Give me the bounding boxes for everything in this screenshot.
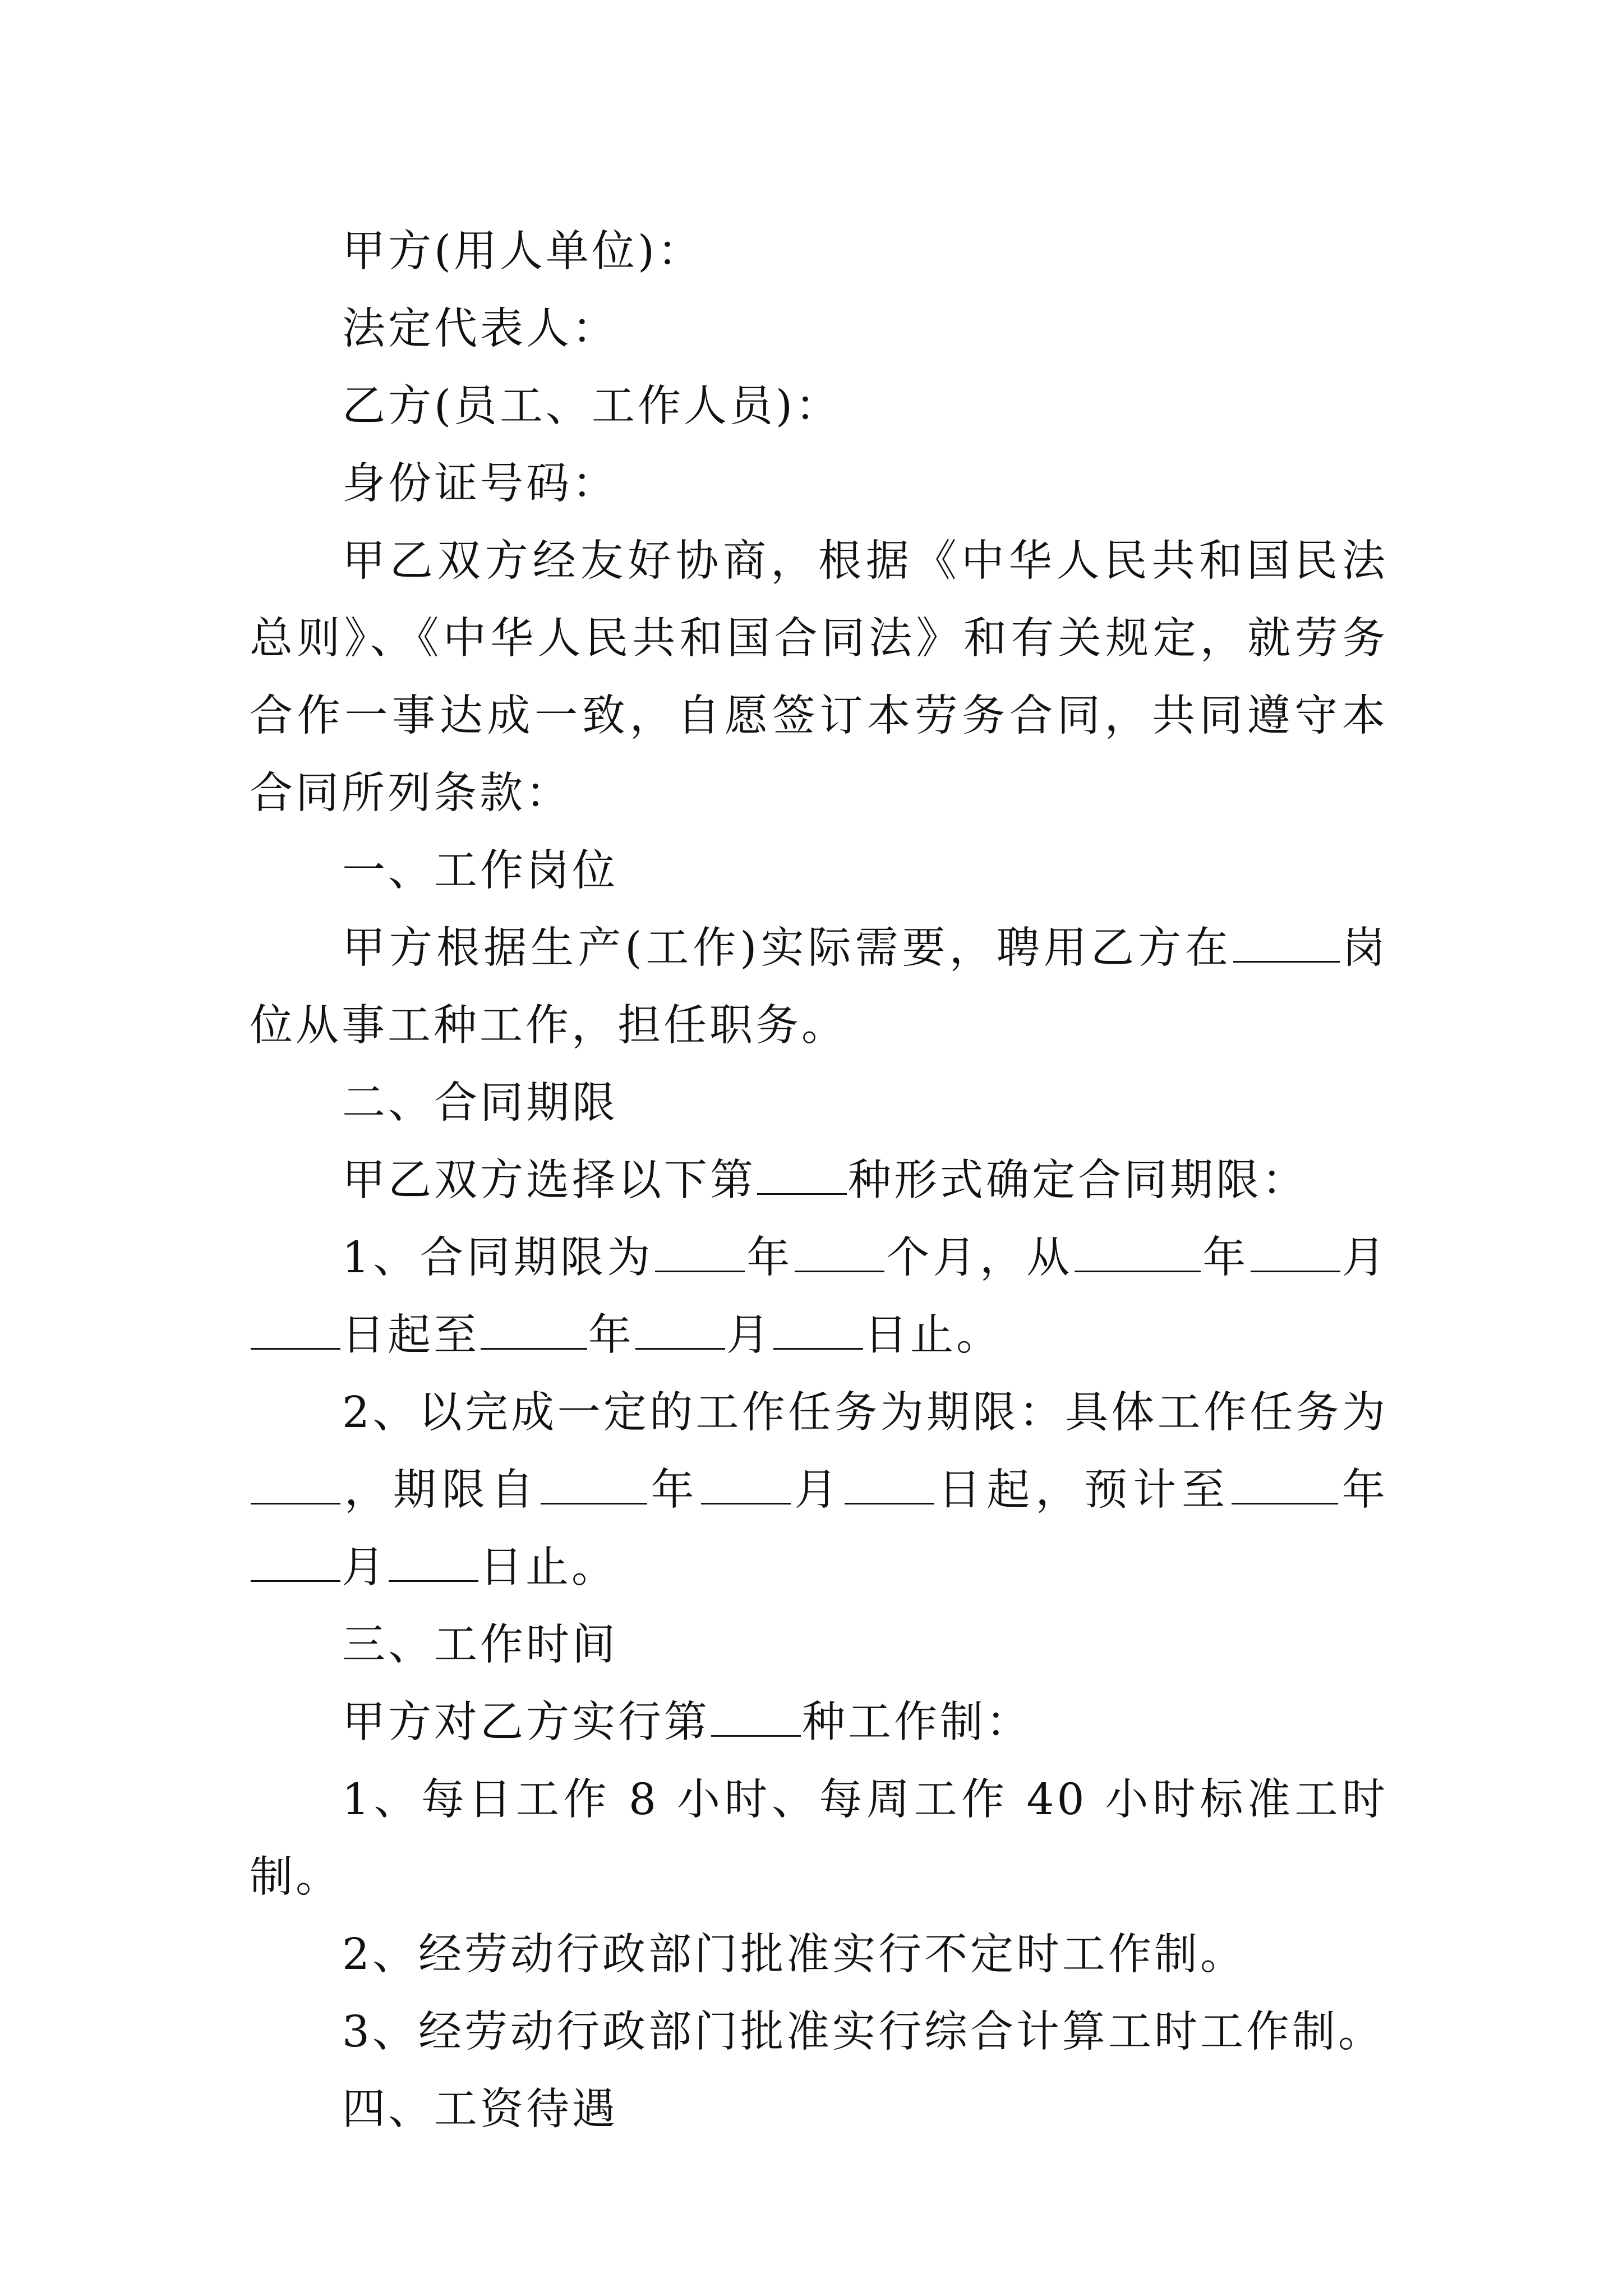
fill-blank [251,1309,340,1350]
section1-text-b: 岗位从事工种工作，担任职务。 [250,923,1388,1051]
item-text: 日起至 [342,1310,479,1360]
section3-title: 三、工作时间 [342,1620,618,1670]
fill-blank [795,1231,884,1272]
fill-blank [701,1464,791,1504]
fill-blank [541,1464,647,1504]
section3-item1: 1、每日工作 8 小时、每周工作 40 小时标准工时制。 [250,1775,1388,1902]
section3-choice [250,1684,1388,1761]
section3-item2: 2、经劳动行政部门批准实行不定时工作制。 [342,1930,1246,1980]
item-text: 2、以完成一定的工作任务为期限：具体工作任务为 [342,1388,1388,1438]
fill-blank [845,1464,934,1504]
section1-text-a: 甲方根据生产(工作)实际需要，聘用乙方在 [342,923,1232,973]
fill-blank [1233,922,1340,963]
choice-text: 甲乙双方选择以下第 [342,1156,756,1205]
item-text: 年 [1339,1465,1389,1515]
id-number-line: 身份证号码： [342,459,618,509]
fill-blank [251,1464,340,1504]
fill-blank [711,1696,801,1737]
party-a-line: 甲方(用人单位)： [342,227,704,277]
item-text: 个月，从 [885,1233,1073,1283]
item-text: 日止。 [864,1310,1002,1360]
item-text: 月 [1341,1233,1389,1283]
section3-item3: 3、经劳动行政部门批准实行综合计算工时工作制。 [342,2007,1384,2057]
fill-blank [1075,1231,1201,1272]
item-text: 年 [1201,1233,1249,1283]
fill-blank [389,1541,478,1582]
item-text: 年 [588,1310,634,1360]
fill-blank [251,1541,340,1582]
choice-text: 种工作制： [802,1697,1032,1747]
fill-blank [1232,1464,1338,1504]
section2-item2 [250,1374,1388,1607]
item-text: 月 [342,1543,388,1593]
item-text: 日起，预计至 [935,1465,1231,1515]
choice-text: 种形式确定合同期限： [848,1156,1308,1205]
fill-blank [635,1309,725,1350]
fill-blank [1251,1231,1340,1272]
intro-paragraph: 甲乙双方经友好协商，根据《中华人民共和国民法总则》、《中华人民共和国合同法》和有关规定，就劳务合作一事达成一致，自愿签订本劳务合同，共同遵守本合同所列条款： [250,536,1388,818]
item-text: ，期限自 [342,1465,540,1515]
item-text: 日止。 [479,1543,617,1593]
item-text: 年 [648,1465,700,1515]
contract-body [250,213,1388,2148]
section2-title: 二、合同期限 [342,1078,618,1128]
choice-text: 甲方对乙方实行第 [342,1697,710,1747]
section1-title: 一、工作岗位 [342,846,618,896]
item-text: 月 [791,1465,843,1515]
fill-blank [757,1154,847,1195]
party-b-line: 乙方(员工、工作人员)： [342,381,842,431]
section2-item1 [250,1220,1388,1374]
fill-blank [655,1231,745,1272]
item-text: 年 [745,1233,794,1283]
section2-choice [250,1142,1388,1220]
section4-title: 四、工资待遇 [342,2085,618,2134]
fill-blank [481,1309,587,1350]
fill-blank [773,1309,863,1350]
item-text: 1、合同期限为 [342,1233,654,1283]
section1-paragraph [250,910,1388,1065]
legal-rep-line: 法定代表人： [342,304,618,354]
item-text: 月 [726,1310,772,1360]
